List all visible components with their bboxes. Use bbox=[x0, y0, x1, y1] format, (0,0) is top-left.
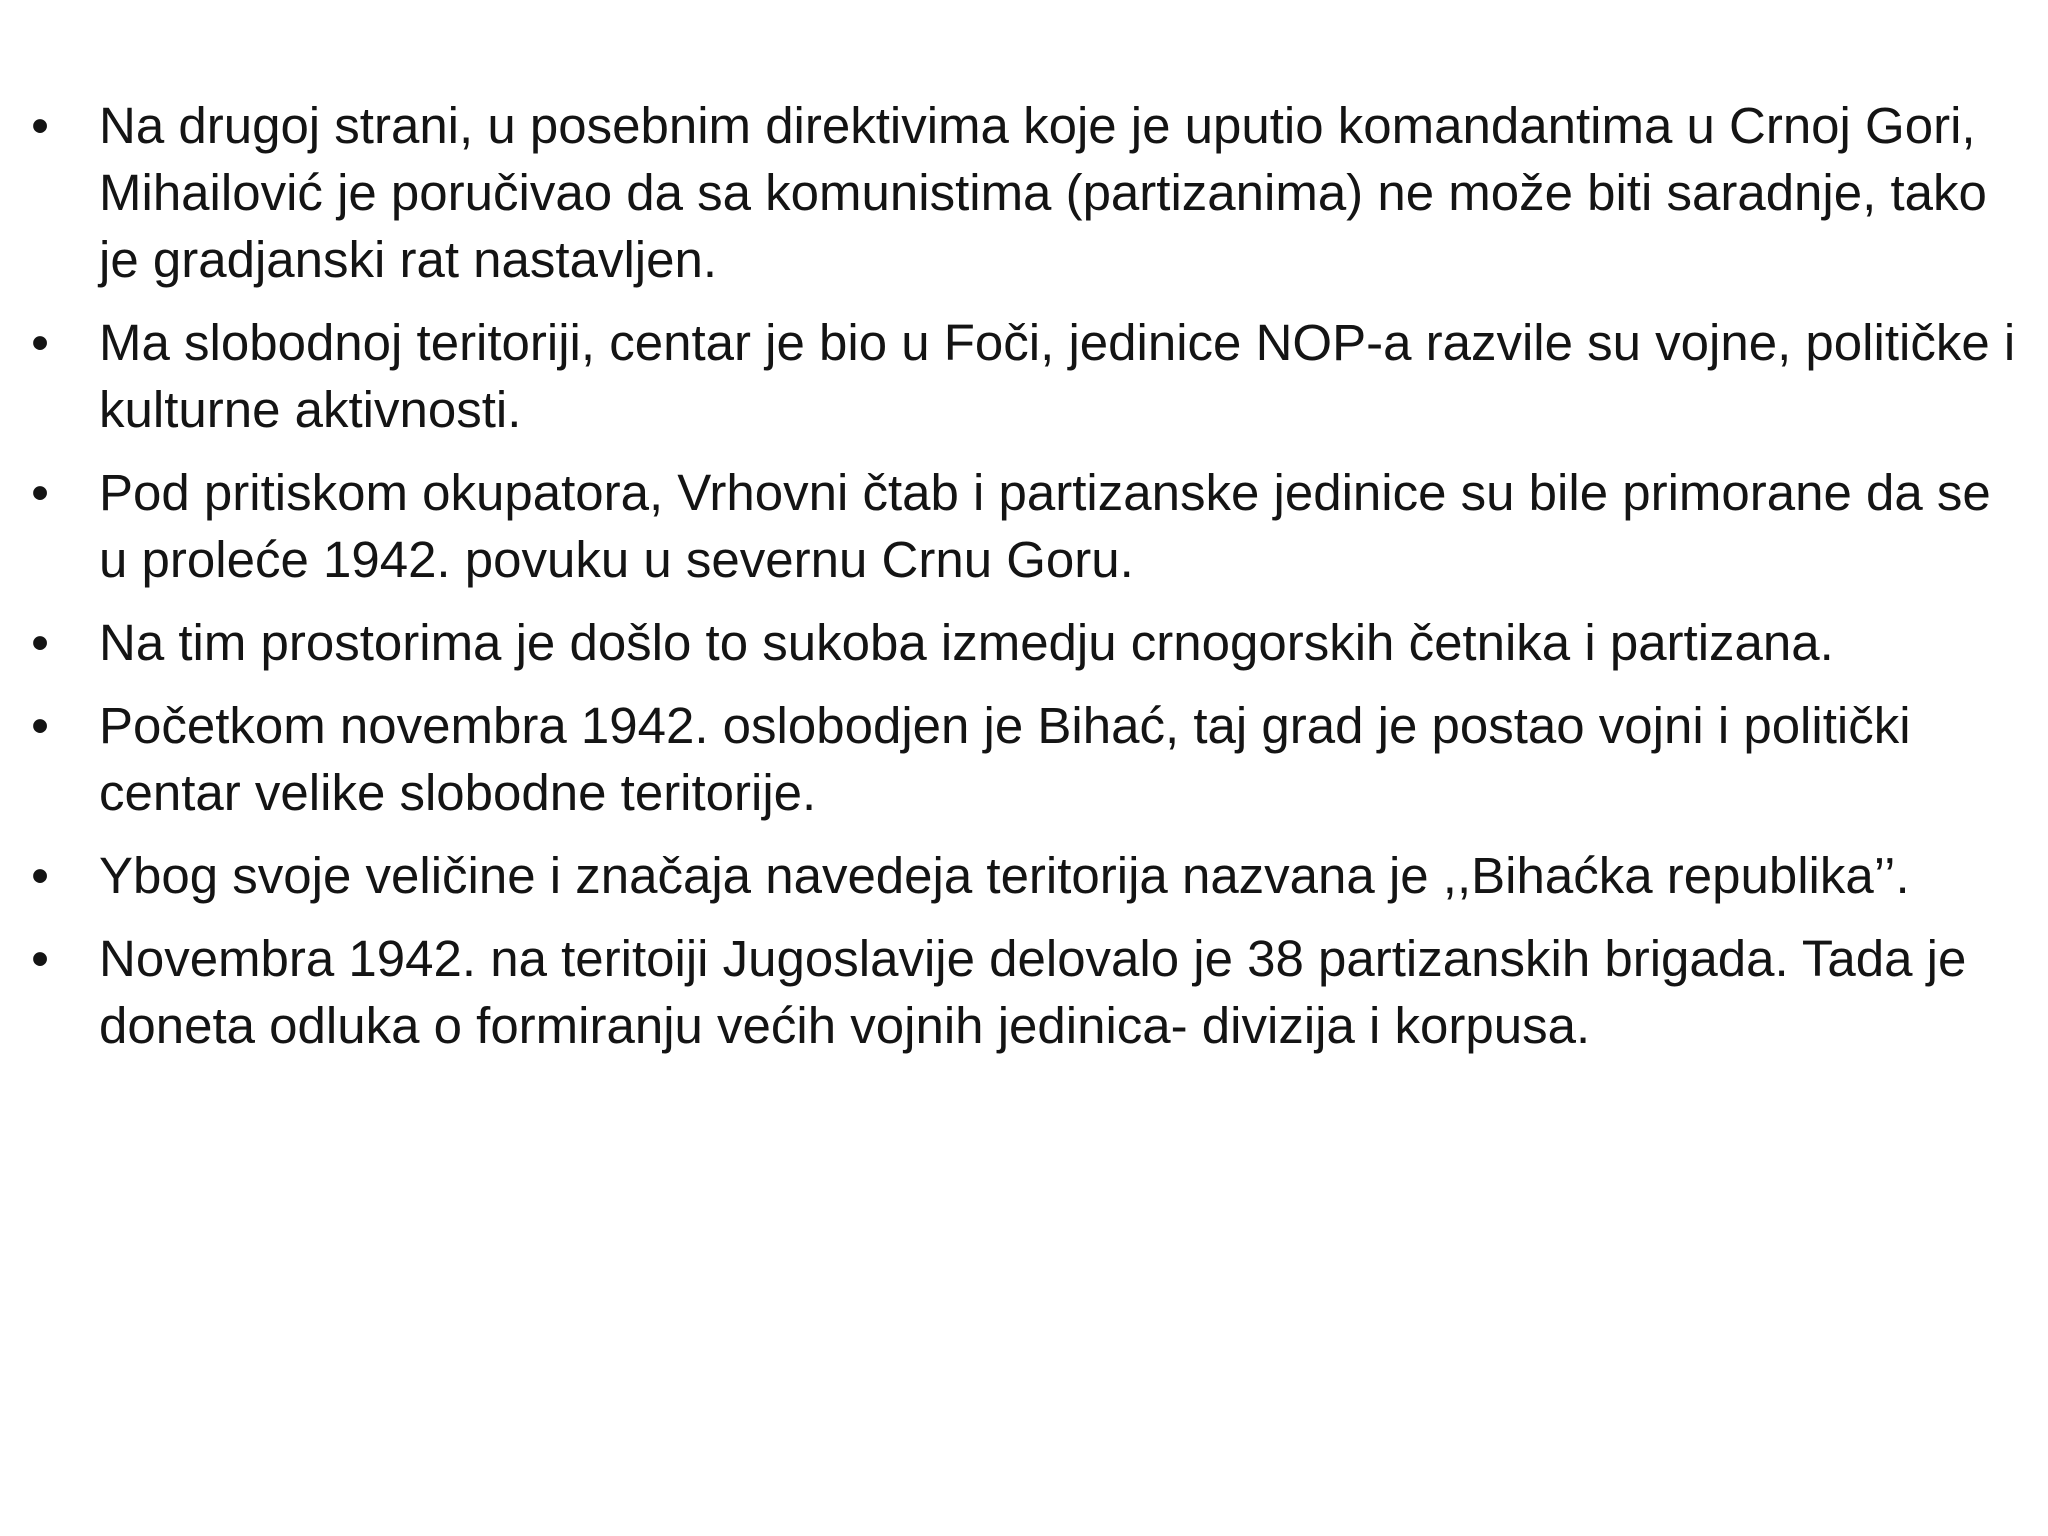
bullet-text: Pod pritiskom okupatora, Vrhovni čtab i partizanske jedinice su bile primorane da se u proleće 1942. povuku u severnu Crnu Goru. bbox=[99, 464, 1991, 588]
bullet-item bbox=[20, 925, 2030, 1059]
bullet-item bbox=[20, 842, 2030, 909]
bullet-dot-icon: • bbox=[31, 697, 49, 754]
bullet-dot-icon: • bbox=[31, 847, 49, 904]
bullet-text: Početkom novembra 1942. oslobodjen je Bihać, taj grad je postao vojni i politički centar velike slobodne teritorije. bbox=[99, 697, 1911, 821]
bullet-text: Na tim prostorima je došlo to sukoba izmedju crnogorskih četnika i partizana. bbox=[99, 614, 1834, 671]
bullet-list bbox=[20, 92, 2030, 1075]
bullet-item bbox=[20, 309, 2030, 443]
bullet-dot-icon: • bbox=[31, 97, 49, 154]
bullet-text: Ybog svoje veličine i značaja navedeja teritorija nazvana je ,,Bihaćka republika’’. bbox=[99, 847, 1910, 904]
bullet-text: Novembra 1942. na teritoiji Jugoslavije delovalo je 38 partizanskih brigada. Tada je doneta odluka o formiranju većih vojnih jedinica- divizija i korpusa. bbox=[99, 930, 1967, 1054]
bullet-text: Na drugoj strani, u posebnim direktivima koje je uputio komandantima u Crnoj Gori, Mihailović je poručivao da sa komunistima (partizanima) ne može biti saradnje, tako je gradjanski rat nastavljen. bbox=[99, 97, 1987, 288]
bullet-dot-icon: • bbox=[31, 314, 49, 371]
bullet-text: Ma slobodnoj teritoriji, centar je bio u Foči, jedinice NOP-a razvile su vojne, političke i kulturne aktivnosti. bbox=[99, 314, 2016, 438]
bullet-dot-icon: • bbox=[31, 614, 49, 671]
bullet-item bbox=[20, 692, 2030, 826]
bullet-item bbox=[20, 609, 2030, 676]
bullet-dot-icon: • bbox=[31, 930, 49, 987]
bullet-item bbox=[20, 459, 2030, 593]
bullet-dot-icon: • bbox=[31, 464, 49, 521]
bullet-item bbox=[20, 92, 2030, 293]
